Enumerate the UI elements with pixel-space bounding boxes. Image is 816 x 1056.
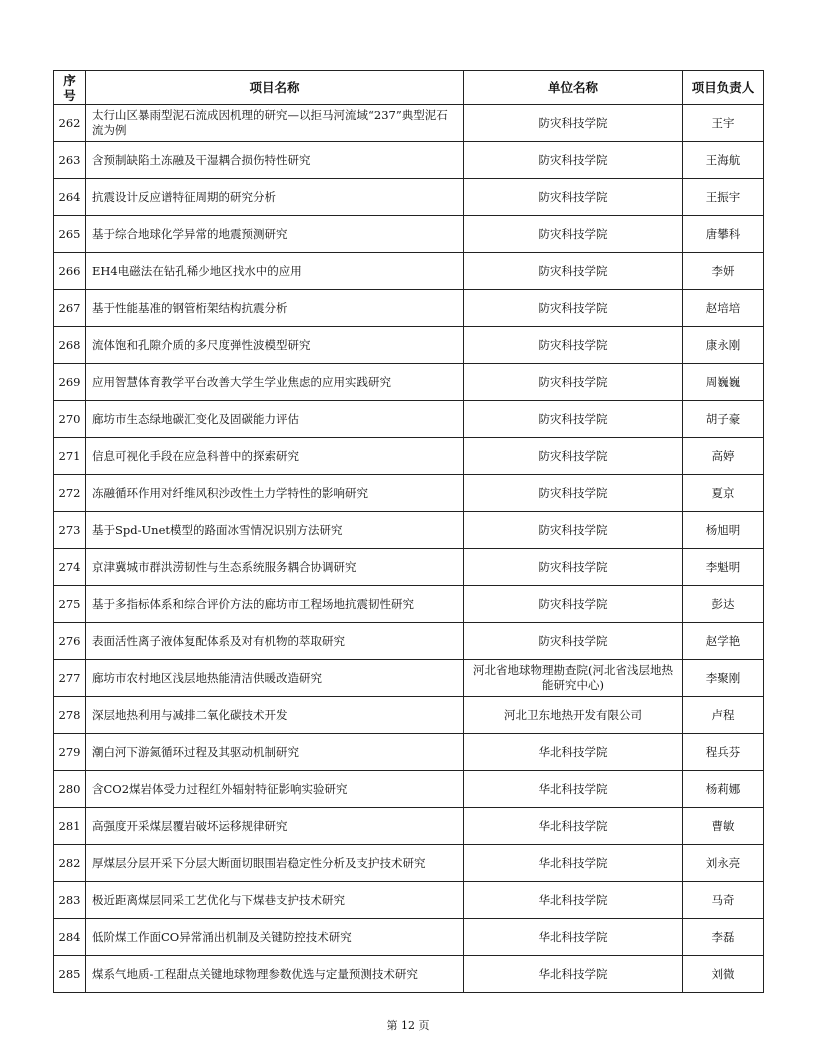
table-row [54,771,764,808]
table-row [54,808,764,845]
cell-unit-name: 防灾科技学院 [464,623,683,660]
page-number: 第 12 页 [386,1019,430,1032]
cell-unit-name: 防灾科技学院 [464,105,683,142]
cell-unit-name: 华北科技学院 [464,919,683,956]
cell-no: 278 [54,697,86,734]
cell-project-name: 基于Spd-Unet模型的路面冰雪情况识别方法研究 [86,512,464,549]
cell-no: 277 [54,660,86,697]
cell-project-name: EH4电磁法在钻孔稀少地区找水中的应用 [86,253,464,290]
cell-no: 267 [54,290,86,327]
cell-person: 卢程 [683,697,764,734]
cell-person: 王宇 [683,105,764,142]
cell-project-name: 基于性能基准的钢管桁架结构抗震分析 [86,290,464,327]
cell-no: 273 [54,512,86,549]
cell-person: 刘微 [683,956,764,993]
cell-unit-name: 防灾科技学院 [464,290,683,327]
cell-unit-name: 华北科技学院 [464,808,683,845]
cell-no: 272 [54,475,86,512]
cell-unit-name: 华北科技学院 [464,771,683,808]
table-row [54,364,764,401]
table-row [54,512,764,549]
cell-person: 康永刚 [683,327,764,364]
table-header-row [54,71,764,105]
table-row [54,327,764,364]
cell-project-name: 低阶煤工作面CO异常涌出机制及关键防控技术研究 [86,919,464,956]
cell-project-name: 冻融循环作用对纤维风积沙改性土力学特性的影响研究 [86,475,464,512]
cell-project-name: 厚煤层分层开采下分层大断面切眼围岩稳定性分析及支护技术研究 [86,845,464,882]
table-row [54,623,764,660]
cell-person: 王振宇 [683,179,764,216]
cell-unit-name: 防灾科技学院 [464,253,683,290]
cell-unit-name: 华北科技学院 [464,882,683,919]
table-row [54,586,764,623]
table-row [54,697,764,734]
cell-unit-name: 防灾科技学院 [464,586,683,623]
table-row [54,660,764,697]
cell-person: 杨旭明 [683,512,764,549]
column-header-person: 项目负责人 [683,71,764,105]
cell-person: 彭达 [683,586,764,623]
cell-no: 275 [54,586,86,623]
cell-project-name: 京津冀城市群洪涝韧性与生态系统服务耦合协调研究 [86,549,464,586]
project-table-container [53,70,763,993]
cell-person: 李聚刚 [683,660,764,697]
cell-unit-name: 防灾科技学院 [464,549,683,586]
cell-unit-name: 华北科技学院 [464,956,683,993]
cell-no: 280 [54,771,86,808]
cell-no: 281 [54,808,86,845]
cell-no: 284 [54,919,86,956]
cell-person: 唐攀科 [683,216,764,253]
table-row [54,845,764,882]
cell-unit-name: 防灾科技学院 [464,475,683,512]
cell-no: 285 [54,956,86,993]
table-row [54,179,764,216]
cell-unit-name: 防灾科技学院 [464,512,683,549]
table-body [54,105,764,993]
cell-project-name: 含CO2煤岩体受力过程红外辐射特征影响实验研究 [86,771,464,808]
cell-project-name: 抗震设计反应谱特征周期的研究分析 [86,179,464,216]
cell-project-name: 基于综合地球化学异常的地震预测研究 [86,216,464,253]
cell-person: 马奇 [683,882,764,919]
cell-no: 262 [54,105,86,142]
cell-unit-name: 河北卫东地热开发有限公司 [464,697,683,734]
column-header-project-name: 项目名称 [86,71,464,105]
cell-no: 282 [54,845,86,882]
cell-person: 王海航 [683,142,764,179]
table-row [54,216,764,253]
cell-project-name: 高强度开采煤层覆岩破坏运移规律研究 [86,808,464,845]
cell-unit-name: 华北科技学院 [464,734,683,771]
cell-person: 杨莉娜 [683,771,764,808]
column-header-no: 序号 [54,71,86,105]
cell-no: 265 [54,216,86,253]
cell-no: 270 [54,401,86,438]
cell-person: 李妍 [683,253,764,290]
cell-project-name: 太行山区暴雨型泥石流成因机理的研究—以拒马河流域“237”典型泥石流为例 [86,105,464,142]
cell-unit-name: 防灾科技学院 [464,364,683,401]
cell-person: 李魁明 [683,549,764,586]
cell-no: 269 [54,364,86,401]
cell-no: 283 [54,882,86,919]
project-table [53,70,764,993]
cell-person: 赵培培 [683,290,764,327]
cell-project-name: 信息可视化手段在应急科普中的探索研究 [86,438,464,475]
table-row [54,475,764,512]
cell-project-name: 表面活性离子液体复配体系及对有机物的萃取研究 [86,623,464,660]
table-row [54,549,764,586]
cell-project-name: 应用智慧体育教学平台改善大学生学业焦虑的应用实践研究 [86,364,464,401]
table-row [54,438,764,475]
table-row [54,290,764,327]
cell-no: 263 [54,142,86,179]
table-row [54,956,764,993]
cell-person: 曹敏 [683,808,764,845]
table-row [54,105,764,142]
cell-person: 刘永亮 [683,845,764,882]
cell-no: 274 [54,549,86,586]
cell-no: 279 [54,734,86,771]
cell-no: 276 [54,623,86,660]
table-row [54,882,764,919]
column-header-unit-name: 单位名称 [464,71,683,105]
cell-person: 程兵芬 [683,734,764,771]
cell-unit-name: 防灾科技学院 [464,401,683,438]
table-row [54,142,764,179]
table-row [54,734,764,771]
cell-person: 胡子豪 [683,401,764,438]
cell-unit-name: 防灾科技学院 [464,438,683,475]
cell-person: 赵学艳 [683,623,764,660]
cell-unit-name: 防灾科技学院 [464,142,683,179]
cell-unit-name: 河北省地球物理勘查院(河北省浅层地热能研究中心) [464,660,683,697]
cell-project-name: 深层地热利用与减排二氧化碳技术开发 [86,697,464,734]
table-row [54,401,764,438]
cell-project-name: 流体饱和孔隙介质的多尺度弹性波模型研究 [86,327,464,364]
cell-unit-name: 防灾科技学院 [464,216,683,253]
cell-unit-name: 防灾科技学院 [464,327,683,364]
cell-project-name: 极近距离煤层同采工艺优化与下煤巷支护技术研究 [86,882,464,919]
table-row [54,253,764,290]
cell-no: 266 [54,253,86,290]
cell-project-name: 含预制缺陷土冻融及干湿耦合损伤特性研究 [86,142,464,179]
cell-no: 268 [54,327,86,364]
cell-person: 周巍巍 [683,364,764,401]
cell-unit-name: 防灾科技学院 [464,179,683,216]
cell-project-name: 潮白河下游氮循环过程及其驱动机制研究 [86,734,464,771]
table-row [54,919,764,956]
cell-no: 264 [54,179,86,216]
cell-project-name: 煤系气地质-工程甜点关键地球物理参数优选与定量预测技术研究 [86,956,464,993]
cell-project-name: 廊坊市农村地区浅层地热能清洁供暖改造研究 [86,660,464,697]
cell-project-name: 廊坊市生态绿地碳汇变化及固碳能力评估 [86,401,464,438]
cell-person: 夏京 [683,475,764,512]
cell-no: 271 [54,438,86,475]
cell-person: 高婷 [683,438,764,475]
cell-unit-name: 华北科技学院 [464,845,683,882]
cell-person: 李磊 [683,919,764,956]
cell-project-name: 基于多指标体系和综合评价方法的廊坊市工程场地抗震韧性研究 [86,586,464,623]
